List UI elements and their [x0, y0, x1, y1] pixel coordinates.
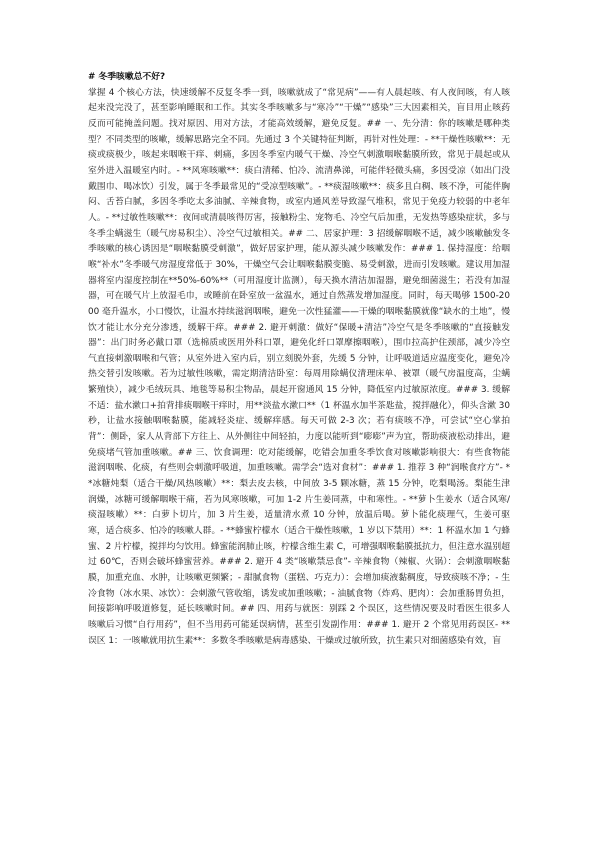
document-title: # 冬季咳嗽总不好?: [88, 72, 166, 82]
document-content: [88, 70, 510, 649]
document-body: 掌握 4 个核心方法，快速缓解不反复冬季一到，咳嗽就成了“常见病”——有人晨起咳、有人夜间咳，有人咳起来没完没了，甚至影响睡眠和工作。其实冬季咳嗽多与“寒冷”“干燥”“感染”三大因素相关，盲目用止咳药反而可能掩盖问题。找对原因、用对方法，才能高效缓解，避免反复。## 一、先分清：你的咳嗽是哪种类型？不同类型的咳嗽，缓解思路完全不同。先通过 3 个关键特征判断，再针对性处理：- **干燥性咳嗽**：无痰或痰极少，咳起来咽喉干痒、刺痛，多因冬季室内暖气干燥、冷空气刺激咽喉黏膜所致，常见于晨起或从室外进入温暖室内时。- **风寒咳嗽**：痰白清稀、怕冷、流清鼻涕，可能伴轻微头痛，多因受凉（如出门没戴围巾、喝冰饮）引发，属于冬季最常见的“受凉型咳嗽”。- **痰湿咳嗽**：痰多且白稠、咳不净，可能伴胸闷、舌苔白腻，多因冬季吃太多油腻、辛辣食物，或室内通风差导致湿气堆积，常见于免疫力较弱的中老年人。- **过敏性咳嗽**：夜间或清晨咳得厉害，接触粉尘、宠物毛、冷空气后加重，无发热等感染症状，多与冬季尘螨滋生（暖气房易积尘）、冷空气过敏相关。## 二、居家护理：3 招缓解咽喉不适，减少咳嗽触发冬季咳嗽的核心诱因是“咽喉黏膜受刺激”，做好居家护理，能从源头减少咳嗽发作：### 1. 保持湿度：给咽喉“补水”冬季暖气房湿度常低于 30%，干燥空气会让咽喉黏膜变脆、易受刺激，进而引发咳嗽。建议用加湿器将室内湿度控制在**50%-60%**（可用湿度计监测），每天换水清洁加湿器，避免细菌滋生；若没有加湿器，可在暖气片上放湿毛巾，或睡前在卧室放一盆温水，通过自然蒸发增加湿度。同时，每天喝够 1500-2000 毫升温水，小口慢饮，让温水持续滋润咽喉，避免一次性猛灌——干燥的咽喉黏膜就像“缺水的土地”，慢饮才能让水分充分渗透，缓解干痒。### 2. 避开刺激：做好“保暖+清洁”冷空气是冬季咳嗽的“直接触发器”：出门时务必戴口罩（选棉质或医用外科口罩，避免化纤口罩摩擦咽喉），围巾拉高护住颈部，减少冷空气直接刺激咽喉和气管；从室外进入室内后，别立刻脱外套，先缓 5 分钟，让呼吸道适应温度变化，避免冷热交替引发咳嗽。若为过敏性咳嗽，需定期清洁卧室：每周用除螨仪清理床单、被罩（暖气房温度高，尘螨繁殖快），减少毛绒玩具、地毯等易积尘物品，晨起开窗通风 15 分钟，降低室内过敏原浓度。### 3. 缓解不适：盐水漱口+拍背排痰咽喉干痒时，用**淡盐水漱口**（1 杯温水加半茶匙盐，搅拌融化），仰头含漱 30 秒，让盐水接触咽喉黏膜，能减轻炎症、缓解痒感。每天可做 2-3 次；若有痰咳不净，可尝试“空心掌拍背”：侧卧，家人从背部下方往上、从外侧往中间轻拍，力度以能听到“嘭嘭”声为宜，帮助痰液松动排出，避免痰堵气管加重咳嗽。## 三、饮食调理：吃对能缓解，吃错会加重冬季饮食对咳嗽影响很大：有些食物能滋润咽喉、化痰，有些则会刺激呼吸道，加重咳嗽。需学会“选对食材”：### 1. 推荐 3 种“润喉食疗方”- **冰糖炖梨（适合干燥/风热咳嗽）**：梨去皮去核，中间放 3-5 颗冰糖，蒸 15 分钟，吃梨喝汤。梨能生津润燥，冰糖可缓解咽喉干痛，若为风寒咳嗽，可加 1-2 片生姜同蒸，中和寒性。- **萝卜生姜水（适合风寒/痰湿咳嗽）**：白萝卜切片，加 3 片生姜，适量清水煮 10 分钟，放温后喝。萝卜能化痰理气，生姜可驱寒，适合痰多、怕冷的咳嗽人群。- **蜂蜜柠檬水（适合干燥性咳嗽，1 岁以下禁用）**：1 杯温水加 1 勺蜂蜜、2 片柠檬，搅拌均匀饮用。蜂蜜能润肺止咳，柠檬含维生素 C，可增强咽喉黏膜抵抗力，但注意水温别超过 60℃，否则会破坏蜂蜜营养。### 2. 避开 4 类“咳嗽禁忌食”- 辛辣食物（辣椒、火锅）：会刺激咽喉黏膜，加重充血、水肿，让咳嗽更频繁；- 甜腻食物（蛋糕、巧克力）：会增加痰液黏稠度，导致痰咳不净；- 生冷食物（冰水果、冰饮）：会刺激气管收缩，诱发或加重咳嗽；- 油腻食物（炸鸡、肥肉）：会加重肠胃负担，间接影响呼吸道修复，延长咳嗽时间。## 四、用药与就医：别踩 2 个误区，这些情况要及时看医生很多人咳嗽后习惯“自行用药”，但不当用药可能延误病情，甚至引发副作用：### 1. 避开 2 个常见用药误区- **误区 1：一咳嗽就用抗生素**：多数冬季咳嗽是病毒感染、干燥或过敏所致，抗生素只对细菌感染有效，盲: [88, 87, 510, 646]
